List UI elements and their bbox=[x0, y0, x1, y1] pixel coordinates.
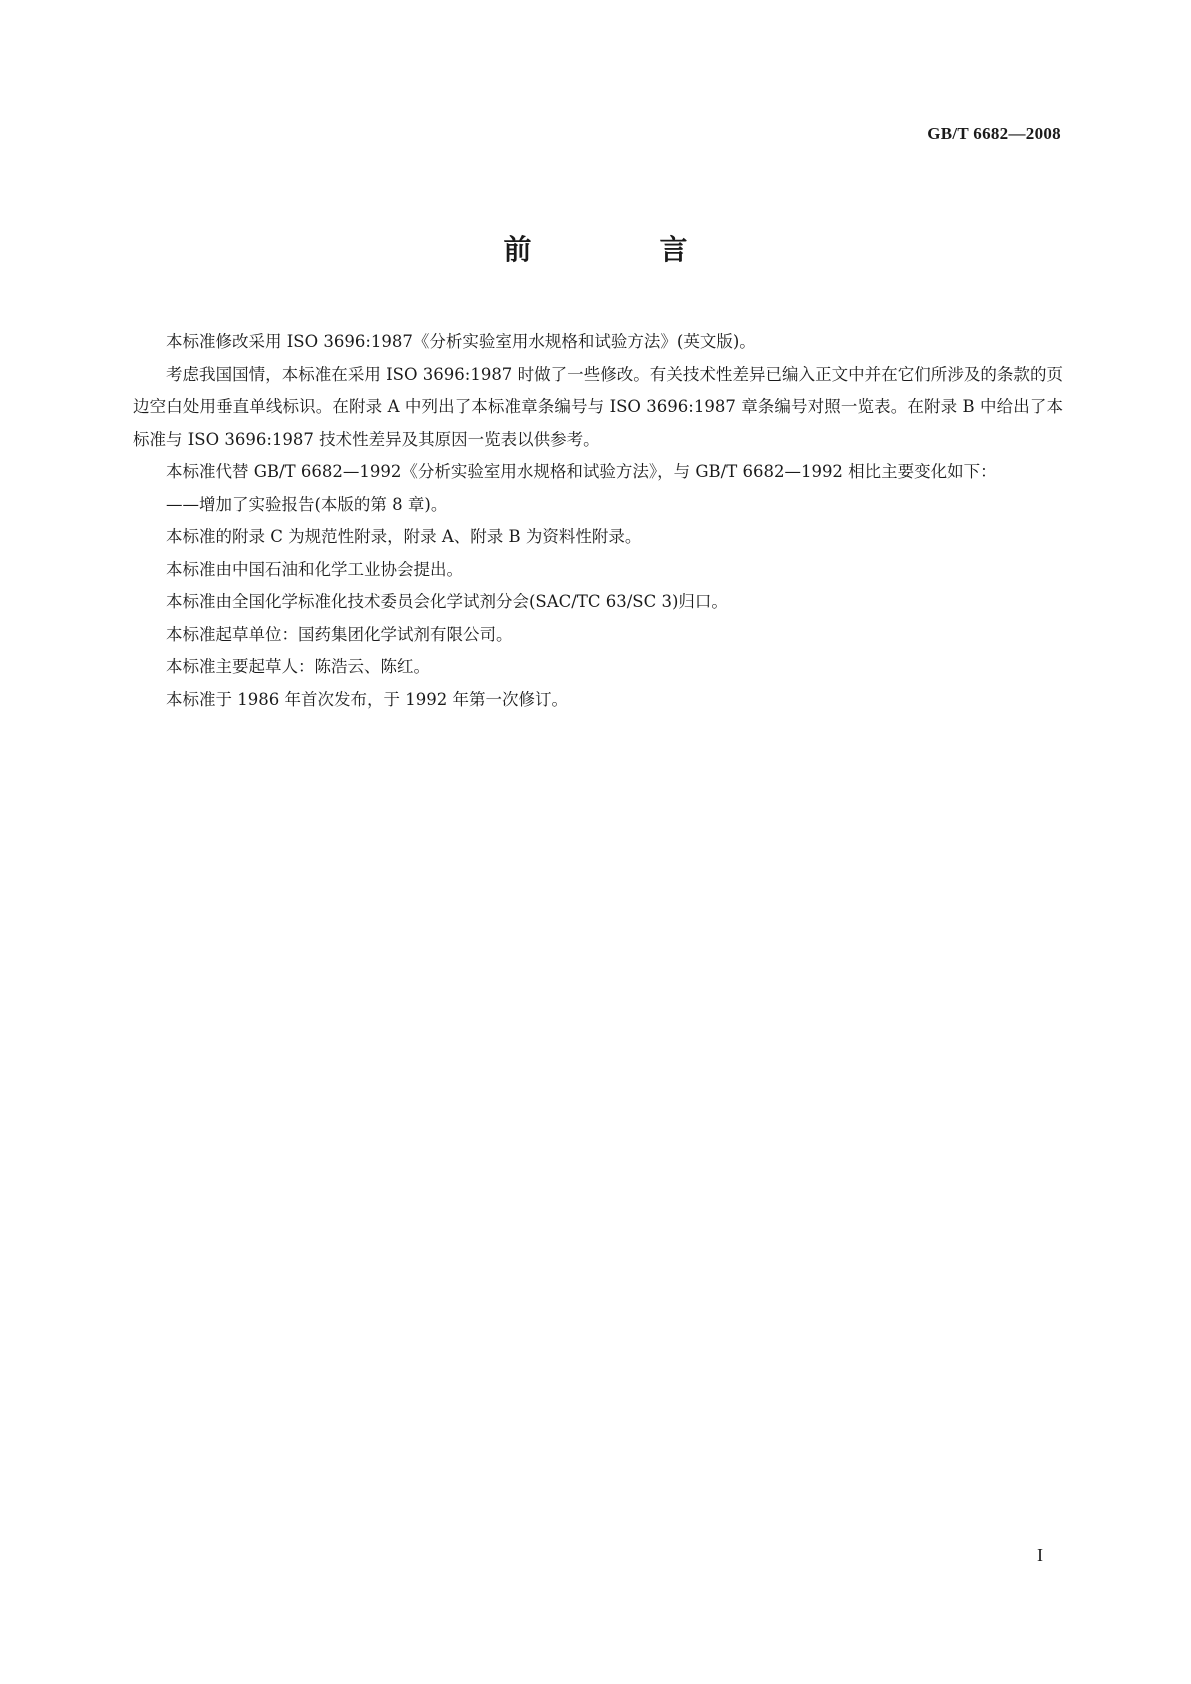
paragraph-adoption: 本标准修改采用 ISO 3696:1987《分析实验室用水规格和试验方法》(英文版)。 bbox=[166, 332, 756, 351]
preface-body bbox=[133, 326, 1063, 716]
paragraph-technical-committee: 本标准由全国化学标准化技术委员会化学试剂分会(SAC/TC 63/SC 3)归口。 bbox=[166, 592, 728, 611]
paragraph-change-item: ——增加了实验报告(本版的第 8 章)。 bbox=[166, 494, 448, 514]
paragraph-replacement: 本标准代替 GB/T 6682—1992《分析实验室用水规格和试验方法》，与 GB/T 6682—1992 相比主要变化如下： bbox=[166, 462, 997, 481]
paragraph-proposer: 本标准由中国石油和化学工业协会提出。 bbox=[166, 559, 463, 579]
paragraph-modifications: 考虑我国国情，本标准在采用 ISO 3696:1987 时做了一些修改。有关技术性差异已编入正文中并在它们所涉及的条款的页边空白处用垂直单线标识。在附录 A 中列出了本标准章条编号与 ISO 3696:1987 章条编号对照一览表。在附录 B 中给出了本标准与 ISO 3696:1987 技术性差异及其原因一览表以供参考。 bbox=[133, 364, 1063, 449]
standard-code: GB/T 6682—2008 bbox=[927, 124, 1061, 143]
page-number: I bbox=[1037, 1545, 1043, 1565]
paragraph-history: 本标准于 1986 年首次发布，于 1992 年第一次修订。 bbox=[166, 689, 568, 709]
page-title: 前 言 bbox=[503, 233, 738, 266]
paragraph-drafting-organization: 本标准起草单位：国药集团化学试剂有限公司。 bbox=[166, 624, 513, 644]
paragraph-drafters: 本标准主要起草人：陈浩云、陈红。 bbox=[166, 657, 430, 676]
paragraph-annexes: 本标准的附录 C 为规范性附录，附录 A、附录 B 为资料性附录。 bbox=[166, 527, 642, 546]
